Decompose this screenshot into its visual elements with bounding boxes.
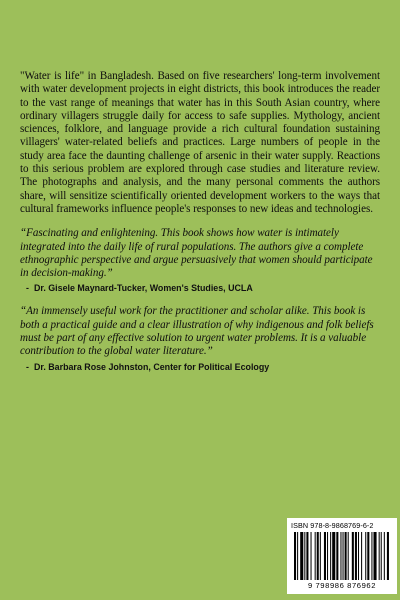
barcode-stripe — [345, 532, 347, 580]
review-attribution — [26, 282, 380, 294]
barcode-stripe — [320, 532, 321, 580]
review-quote: “Fascinating and enlightening. This book shows how water is intimately integrated into the daily life of rural populations. The authors give a complete ethnographic perspective and argue persuasively that women should participate in decision-making.” — [20, 227, 373, 280]
barcode-stripe — [332, 532, 335, 580]
barcode-stripe — [324, 532, 326, 580]
isbn-label: ISBN 978-8-9868769-6-2 — [291, 521, 374, 530]
barcode-stripe — [381, 532, 382, 580]
barcode-stripe — [371, 532, 372, 580]
barcode-stripe — [315, 532, 316, 580]
barcode-stripe — [297, 532, 298, 580]
barcode-stripe — [361, 532, 362, 580]
barcode-bars — [294, 532, 390, 580]
barcode-stripe — [367, 532, 369, 580]
reviewer-name: Dr. Barbara Rose Johnston, Center for Political Ecology — [33, 361, 270, 372]
barcode-stripe — [355, 532, 357, 580]
review-attribution — [26, 361, 380, 373]
review-2 — [20, 305, 380, 372]
barcode-stripe — [306, 532, 308, 580]
review-quote: “An immensely useful work for the practitioner and scholar alike. This book is both a practical guide and a clear illustration of why indigenous and folk beliefs must be part of any effective solution to urgent water problems. It is a valuable contribution to the global water literature.” — [20, 305, 374, 358]
reviewer-name: Dr. Gisele Maynard-Tucker, Women's Studies, UCLA — [33, 283, 253, 294]
barcode-stripe — [300, 532, 303, 580]
barcode-stripe — [348, 532, 349, 580]
barcode-digits: 9 798986 876962 — [307, 581, 377, 590]
review-1 — [20, 227, 380, 294]
book-description: "Water is life" in Bangladesh. Based on five researchers' long-term involvement with water development projects in eight districts, this book introduces the reader to the vast range of meanings that water has in this South Asian country, where ordinary villagers struggle daily for access to safe supplies. Mythology, ancient sciences, folklore, and language provide a rich cultural foundation sustaining villagers' water-related beliefs and practices. Large numbers of people in the study area face the daunting challenge of arsenic in their water supply. Reactions to this serious problem are explored through case studies and literature review. The photographs and analysis, and the many personal comments the authors share, will sensitize scientifically oriented development workers to the ways that cultural frameworks influence people's responses to new ideas and technologies. — [20, 70, 380, 215]
barcode-stripe — [327, 532, 328, 580]
attribution-dash: - — [26, 283, 29, 294]
barcode-stripe — [352, 532, 354, 580]
barcode-stripe — [336, 532, 338, 580]
barcode-stripe — [384, 532, 385, 580]
barcode-stripe — [330, 532, 331, 580]
barcode-stripe — [387, 532, 389, 580]
barcode-stripe — [358, 532, 359, 580]
barcode-stripe — [379, 532, 380, 580]
barcode-stripe — [373, 532, 376, 580]
barcode-stripe — [304, 532, 305, 580]
barcode-stripe — [311, 532, 312, 580]
barcode-stripe — [365, 532, 366, 580]
barcode-stripe — [340, 532, 341, 580]
isbn-barcode-panel — [287, 518, 397, 594]
barcode-stripe — [294, 532, 296, 580]
barcode-stripe — [317, 532, 319, 580]
attribution-dash: - — [26, 361, 29, 372]
barcode-stripe — [343, 532, 344, 580]
